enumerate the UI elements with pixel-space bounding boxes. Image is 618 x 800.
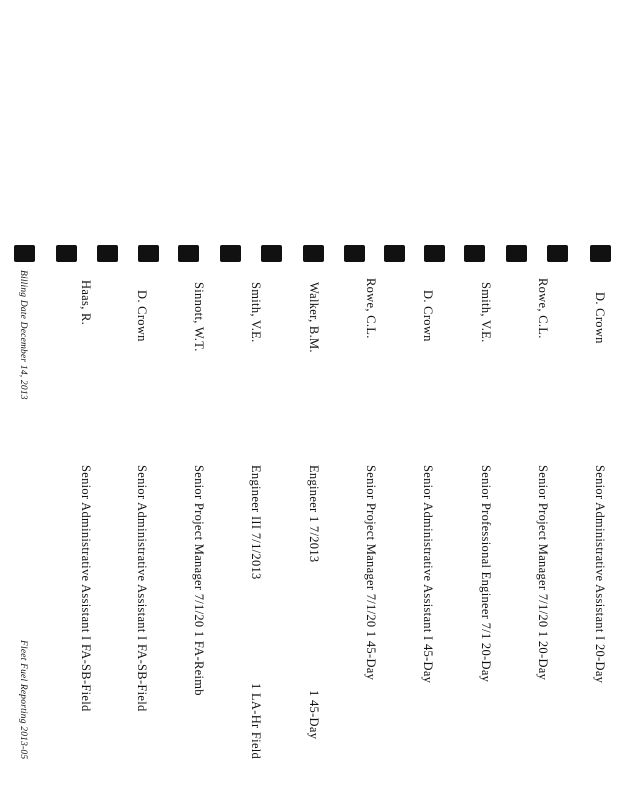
position-text: Senior Project Manager 7/1/20 1 FA-Reimb: [192, 465, 206, 696]
employee-name: Sinnott, W.T.: [192, 282, 206, 352]
position-text: Senior Administrative Assistant I 20-Day: [593, 465, 607, 684]
employee-name: D. Crown: [135, 290, 149, 342]
employee-name: Smith, V.E.: [479, 282, 493, 343]
position-text: Senior Administrative Assistant I FA-SB-Field: [79, 465, 93, 712]
billing-date: Billing Date December 14, 2013: [18, 270, 28, 400]
employee-name: D. Crown: [421, 290, 435, 342]
employee-name: Rowe, C.L.: [536, 278, 550, 339]
employee-name: Walker, B.M.: [307, 282, 321, 353]
position-text: Senior Project Manager 7/1/20 1 45-Day: [364, 465, 378, 681]
position-text: Senior Administrative Assistant I FA-SB-Field: [135, 465, 149, 712]
row-marker: [261, 245, 282, 262]
row-marker: [303, 245, 324, 262]
row-marker: [424, 245, 445, 262]
employee-name: Haas, R.: [79, 280, 93, 326]
status-text: 1 45-Day: [307, 690, 321, 740]
row-marker: [590, 245, 611, 262]
position-text: Senior Administrative Assistant I 45-Day: [421, 465, 435, 684]
row-marker: [220, 245, 241, 262]
position-text: Engineer 1 7/2013: [307, 465, 321, 563]
row-marker: [14, 245, 35, 262]
employee-name: Rowe, C.L.: [364, 278, 378, 339]
position-text: Senior Project Manager 7/1/20 1 20-Day: [536, 465, 550, 681]
employee-name: Smith, V.E.: [249, 282, 263, 343]
row-marker: [506, 245, 527, 262]
row-marker: [547, 245, 568, 262]
row-marker: [464, 245, 485, 262]
status-text: 1 LA-Hr Field: [249, 683, 263, 760]
row-marker: [56, 245, 77, 262]
employee-name: D. Crown: [593, 292, 607, 344]
row-marker: [344, 245, 365, 262]
position-text: Engineer III 7/1/2013: [249, 465, 263, 580]
row-marker: [178, 245, 199, 262]
position-text: Senior Professional Engineer 7/1 20-Day: [479, 465, 493, 683]
file-reference: Fleet Fuel Reporting 2013-05: [18, 640, 28, 760]
row-marker: [97, 245, 118, 262]
row-marker: [384, 245, 405, 262]
row-marker: [138, 245, 159, 262]
